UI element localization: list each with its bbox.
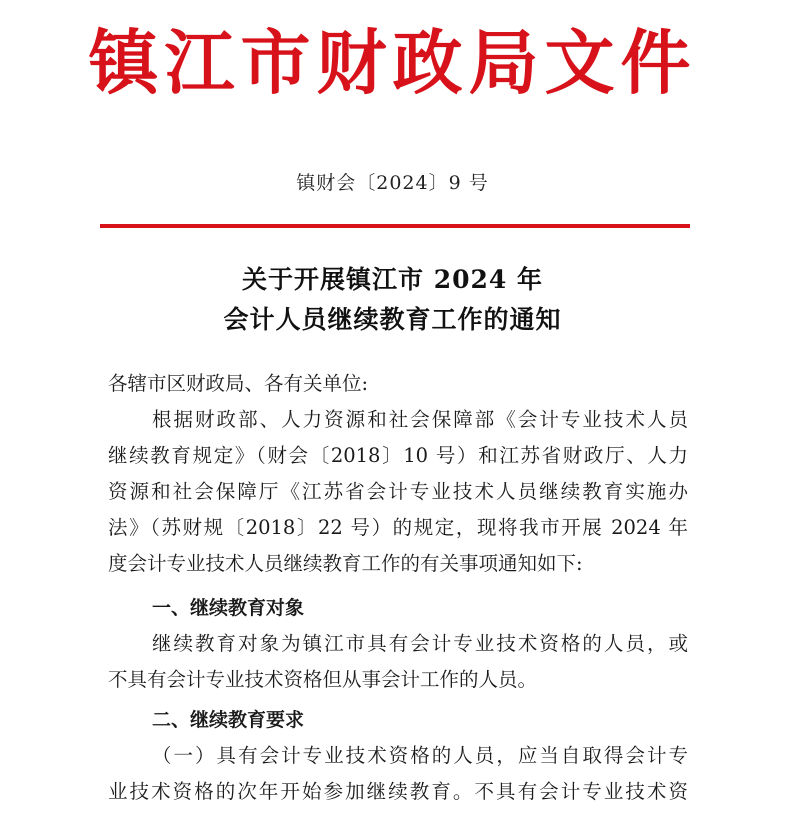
intro-line: 继续教育规定》（财会〔2018〕10 号）和江苏省财政厅、人力	[108, 444, 688, 467]
section-2-line: 业技术资格的次年开始参加继续教育。不具有会计专业技术资	[108, 780, 688, 803]
salutation: 各辖市区财政局、各有关单位:	[108, 372, 369, 395]
intro-line: 根据财政部、人力资源和社会保障部《会计专业技术人员	[152, 408, 688, 431]
section-1-heading: 一、继续教育对象	[152, 597, 305, 619]
masthead-title: 镇江市财政局文件	[88, 21, 697, 104]
notice-title-line-2: 会计人员继续教育工作的通知	[223, 305, 562, 334]
red-divider	[100, 224, 690, 228]
notice-title-line-1: 关于开展镇江市 2024 年	[242, 265, 543, 294]
intro-line: 法》（苏财规〔2018〕22 号）的规定，现将我市开展 2024 年	[108, 516, 688, 539]
section-2-line: （一）具有会计专业技术资格的人员，应当自取得会计专	[152, 744, 688, 767]
document-number: 镇财会〔2024〕9 号	[296, 172, 489, 194]
intro-line: 度会计专业技术人员继续教育工作的有关事项通知如下:	[108, 552, 583, 575]
section-1-line: 不具有会计专业技术资格但从事会计工作的人员。	[108, 668, 538, 691]
section-2-heading: 二、继续教育要求	[152, 709, 305, 731]
section-1-line: 继续教育对象为镇江市具有会计专业技术资格的人员，或	[152, 632, 688, 655]
intro-line: 资源和社会保障厅《江苏省会计专业技术人员继续教育实施办	[108, 480, 688, 503]
